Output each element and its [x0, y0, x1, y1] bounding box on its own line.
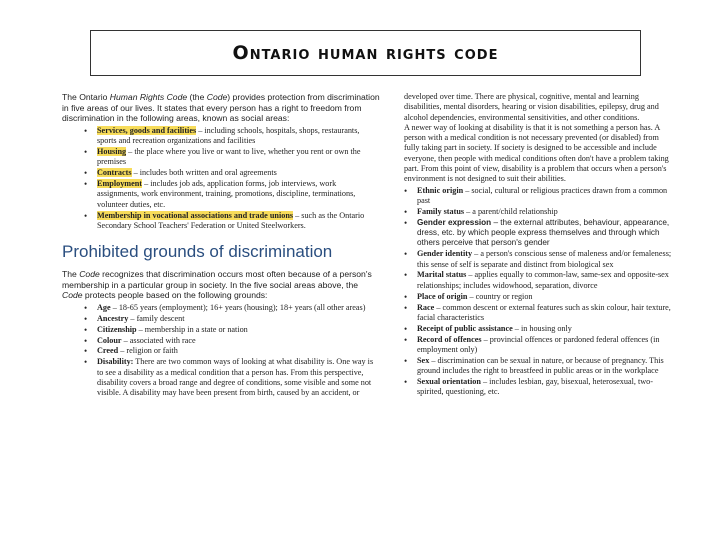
list-item — [84, 147, 380, 168]
area-desc: – includes both written and oral agreements — [131, 168, 277, 178]
ground-term: Age — [97, 302, 111, 312]
ground-desc: There are two common ways of looking at what disability is. One way is to see a disability as a medical condition that a person has. From this perspective, disability covers a broad range and degree of conditions, some visible and some not visible. A disability may have been present from birth, caused by an accident, or — [97, 357, 374, 398]
grounds-intro-text-2: recognizes that discrimination occurs most often because of a person's membership in a particular group in society. In the five social areas above, the — [62, 269, 372, 290]
intro-paragraph — [62, 92, 380, 124]
ground-desc: – provincial offences or pardoned federal offences (in employment only) — [417, 334, 660, 354]
ground-desc: – family descent — [128, 313, 185, 323]
ground-term: Sexual orientation — [417, 376, 481, 386]
ground-desc: – religion or faith — [118, 346, 178, 356]
list-item — [404, 207, 676, 217]
list-item — [84, 168, 380, 178]
list-item — [404, 324, 676, 334]
intro-text-3: ) provides protection from discrimination in five areas of our lives. It states that every person has a right to freedom from discrimination in the following areas, known as social areas: — [62, 92, 380, 124]
ground-desc: – the external attributes, behaviour, appearance, dress, etc. by which people express themselves and through which others perceive that person's gender — [417, 217, 670, 248]
ground-term: Disability: — [97, 357, 134, 367]
ground-term: Race — [417, 302, 435, 312]
list-item — [404, 249, 676, 270]
ground-desc: – common descent or external features such as skin colour, hair texture, facial characteristics — [417, 302, 671, 322]
list-item — [404, 270, 676, 291]
ground-desc: – includes lesbian, gay, bisexual, heterosexual, two-spirited, questioning, etc. — [417, 376, 653, 397]
ground-desc: – discrimination can be sexual in nature, or because of pregnancy. This ground includes the right to breastfeed in public areas or in the workplace — [417, 355, 664, 376]
right-column — [404, 92, 676, 398]
intro-text-2: (the — [187, 92, 207, 102]
ground-desc: – 18-65 years (employment); 16+ years (housing); 18+ years (all other areas) — [110, 302, 366, 312]
ground-term: Family status — [417, 206, 465, 216]
ground-term: Place of origin — [417, 291, 468, 301]
page-title: Ontario human rights code — [232, 42, 499, 64]
list-item — [404, 356, 676, 377]
area-term: Membership in vocational associations and trade unions — [97, 210, 294, 220]
grounds-list-right — [404, 186, 676, 398]
list-item — [84, 211, 380, 232]
list-item — [404, 292, 676, 302]
ground-term: Citizenship — [97, 324, 137, 334]
ground-term: Ancestry — [97, 313, 129, 323]
section-heading: Prohibited grounds of discrimination — [62, 242, 333, 262]
grounds-intro-code-1: Code — [79, 269, 100, 280]
list-item — [404, 186, 676, 207]
list-item — [84, 126, 380, 147]
intro-code-name: Human Rights Code — [109, 92, 188, 102]
grounds-intro-paragraph — [62, 269, 380, 301]
intro-code-abbrev: Code — [206, 92, 228, 102]
title-box — [90, 30, 641, 76]
ground-desc: – country or region — [467, 291, 533, 301]
area-desc: – includes job ads, application forms, job interviews, work assignments, work environment, training, promotions, discipline, terminations, volunteer duties, etc. — [97, 179, 356, 209]
list-item — [84, 357, 380, 398]
disability-continued: developed over time. There are physical, cognitive, mental and learning disabilities, mental disorders, hearing or vision disabilities, epilepsy, drug and alcohol dependencies, environmental sensitivities, and other conditions. — [404, 92, 659, 122]
area-desc: – such as the Ontario Secondary School Teachers' Federation or United Steelworkers. — [97, 210, 365, 230]
ground-desc: – applies equally to common-law, same-sex and opposite-sex relationships; includes widowhood, separation, divorce — [417, 270, 669, 290]
grounds-intro-text-3: protects people based on the following grounds: — [82, 290, 268, 301]
ground-desc: – a parent/child relationship — [464, 206, 558, 216]
list-item — [84, 336, 380, 346]
list-item — [84, 325, 380, 335]
disability-newer-view: A newer way of looking at disability is that it is not something a person has. A person with a medical condition is not necessary prevented (or disabled) from fully taking part in society. If society is designed to be accessible and include everyone, then people with medical conditions often don't have a problem taking part. From this point of view, disability is a problem that occurs when a person's environment is not designed to suit their abilities. — [404, 122, 669, 184]
grounds-intro-code-2: Code — [62, 290, 83, 301]
ground-term: Record of offences — [417, 334, 482, 344]
area-term: Contracts — [97, 168, 132, 178]
area-term: Housing — [97, 146, 127, 156]
list-item — [84, 179, 380, 210]
list-item — [404, 377, 676, 398]
grounds-intro-text-1: The — [62, 269, 80, 280]
ground-desc: – social, cultural or religious practices drawn from a common past — [417, 185, 668, 205]
social-areas-list — [84, 126, 380, 231]
ground-term: Sex — [417, 355, 430, 365]
ground-term: Gender expression — [417, 217, 492, 227]
area-desc: – including schools, hospitals, shops, restaurants, sports and recreation organizations and facilities — [97, 125, 360, 146]
ground-desc: – in housing only — [512, 323, 572, 333]
list-item — [404, 218, 676, 249]
list-item — [84, 303, 380, 313]
ground-term: Ethnic origin — [417, 185, 464, 195]
ground-desc: – a person's conscious sense of maleness and/or femaleness; this sense of self is separate and distinct from biological sex — [417, 249, 672, 269]
area-term: Services, goods and facilities — [97, 125, 197, 135]
ground-term: Colour — [97, 335, 122, 345]
ground-term: Receipt of public assistance — [417, 323, 513, 333]
ground-term: Gender identity — [417, 249, 473, 259]
ground-desc: – associated with race — [121, 335, 196, 345]
list-item — [404, 335, 676, 356]
list-item — [404, 303, 676, 324]
left-column — [62, 92, 380, 399]
area-term: Employment — [97, 179, 143, 189]
list-item — [84, 346, 380, 356]
grounds-list-left — [84, 303, 380, 399]
ground-term: Creed — [97, 346, 119, 356]
intro-text-1: The Ontario — [62, 92, 110, 102]
area-desc: – the place where you live or want to live, whether you rent or own the premises — [97, 146, 361, 167]
ground-term: Marital status — [417, 270, 467, 280]
list-item — [84, 314, 380, 324]
ground-desc: – membership in a state or nation — [136, 324, 248, 334]
